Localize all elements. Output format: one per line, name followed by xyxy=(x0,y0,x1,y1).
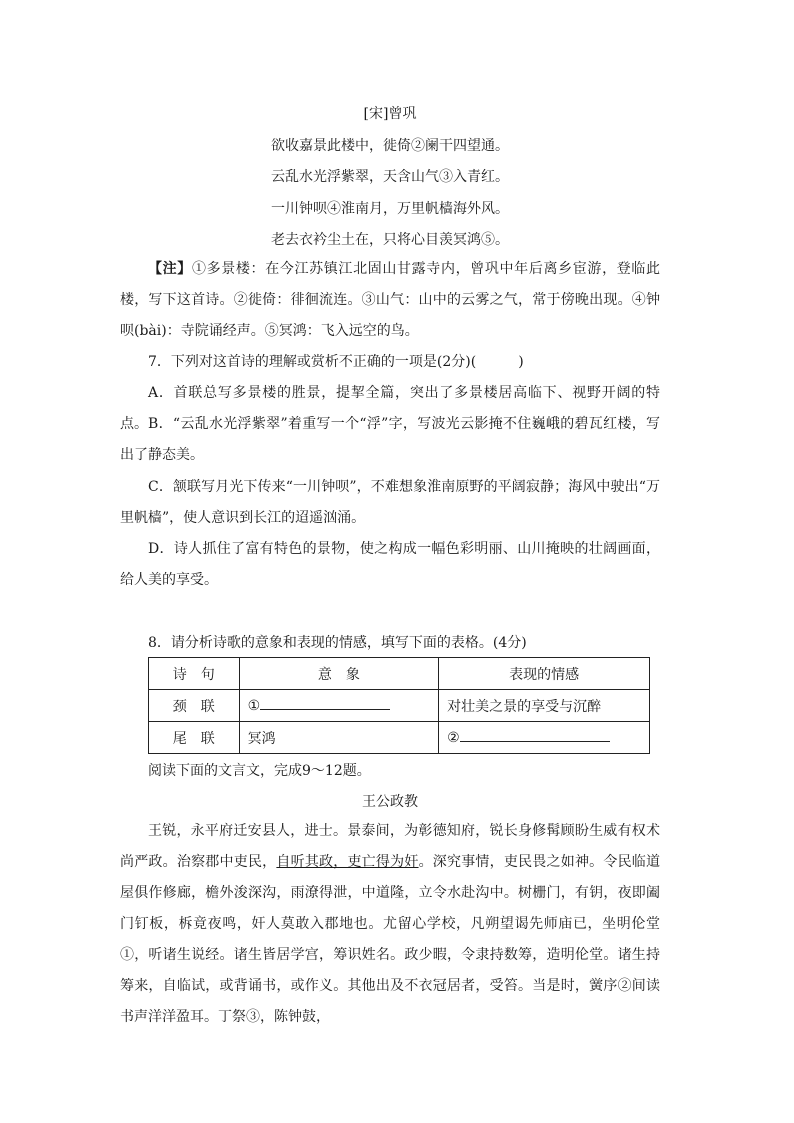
table-header-cell: 诗 句 xyxy=(149,658,240,690)
reading-body-part-1: 王锐，永平府迁安县人，进士。景泰间，为彰德知府，锐长身修髯顾盼生威有权术尚严政。治察郡中吏民， xyxy=(120,823,660,870)
reading-title: 王公政教 xyxy=(362,794,418,810)
reading-body-part-2: 。深究事情，吏民畏之如神。令民临道屋俱作修廊，檐外浚深沟，雨潦得泄，中道隆，立令水赴沟中。树栅门，有钥，夜即阖门钉板，柝竟夜鸣，奸人莫敢入郡地也。尤留心学校，凡朔望谒先师庙已，坐明伦堂①，听诸生说经。诸生皆居学宫，筹识姓名。政少暇，令隶持数筹，造明伦堂。诸生持筹来，自临试，或背诵书，或作义。其他出及不衣冠居者，受笞。当是时，黉序②间读书声洋洋盈耳。丁祭③，陈钟鼓， xyxy=(120,854,661,1025)
question-7-option-d: D．诗人抓住了富有特色的景物，使之构成一幅色彩明丽、山川掩映的壮阔画面，给人美的享受。 xyxy=(120,541,660,588)
table-cell: 尾 联 xyxy=(149,722,240,754)
table-row xyxy=(149,722,650,754)
poem-line-2: 云乱水光浮紫翠，天含山气③入青红。 xyxy=(271,169,509,185)
blank-number: ① xyxy=(247,698,261,714)
reading-underlined-sentence: 自听其政，吏亡得为奸 xyxy=(276,854,419,870)
poem-line-1: 欲收嘉景此楼中，徙倚②阑干四望通。 xyxy=(271,138,509,154)
blank-line xyxy=(260,697,390,710)
answer-blank-2[interactable] xyxy=(439,722,650,754)
question-8-table xyxy=(148,657,650,754)
poem-author: [宋]曾巩 xyxy=(363,106,417,122)
blank-line xyxy=(460,729,610,742)
answer-blank-1[interactable] xyxy=(239,690,439,722)
table-row xyxy=(149,690,650,722)
poem-line-3: 一川钟呗④淮南月，万里帆樯海外风。 xyxy=(271,201,509,217)
question-7-stem: 7．下列对这首诗的理解或赏析不正确的一项是(2分)( ) xyxy=(148,354,524,370)
table-header-cell: 表现的情感 xyxy=(439,658,650,690)
question-7-option-b: B．“云乱水光浮紫翠”着重写一个“浮”字，写波光云影掩不住巍峨的碧瓦红楼，写出了静态美。 xyxy=(120,416,660,463)
notes-label: 【注】 xyxy=(148,261,192,277)
question-7-option-c: C．颔联写月光下传来“一川钟呗”，不难想象淮南原野的平阔寂静；海风中驶出“万里帆樯”，使人意识到长江的迢遥汹涌。 xyxy=(120,479,660,526)
reading-intro: 阅读下面的文言文，完成9～12题。 xyxy=(148,763,371,779)
blank-number: ② xyxy=(447,730,460,746)
table-cell: 颈 联 xyxy=(149,690,240,722)
question-7-option-a: A．首联总写多景楼的胜景，提挈全篇，突出了多景楼居高临下、视野开阔的特点。 xyxy=(120,385,660,432)
poem-line-4: 老去衣衿尘土在，只将心目羡冥鸿⑤。 xyxy=(271,232,509,248)
reading-body xyxy=(120,816,660,1033)
poem-notes xyxy=(120,254,660,347)
table-header-row xyxy=(149,658,650,690)
notes-text: ①多景楼：在今江苏镇江北固山甘露寺内，曾巩中年后离乡宦游，登临此楼，写下这首诗。②徙倚：徘徊流连。③山气：山中的云雾之气，常于傍晚出现。④钟呗(bài)：寺院诵经声。⑤冥鸿：飞入远空的鸟。 xyxy=(120,261,661,339)
table-header-cell: 意 象 xyxy=(239,658,439,690)
table-cell: 对壮美之景的享受与沉醉 xyxy=(439,690,650,722)
question-8-stem: 8．请分析诗歌的意象和表现的情感，填写下面的表格。(4分) xyxy=(148,635,527,651)
table-cell: 冥鸿 xyxy=(239,722,439,754)
